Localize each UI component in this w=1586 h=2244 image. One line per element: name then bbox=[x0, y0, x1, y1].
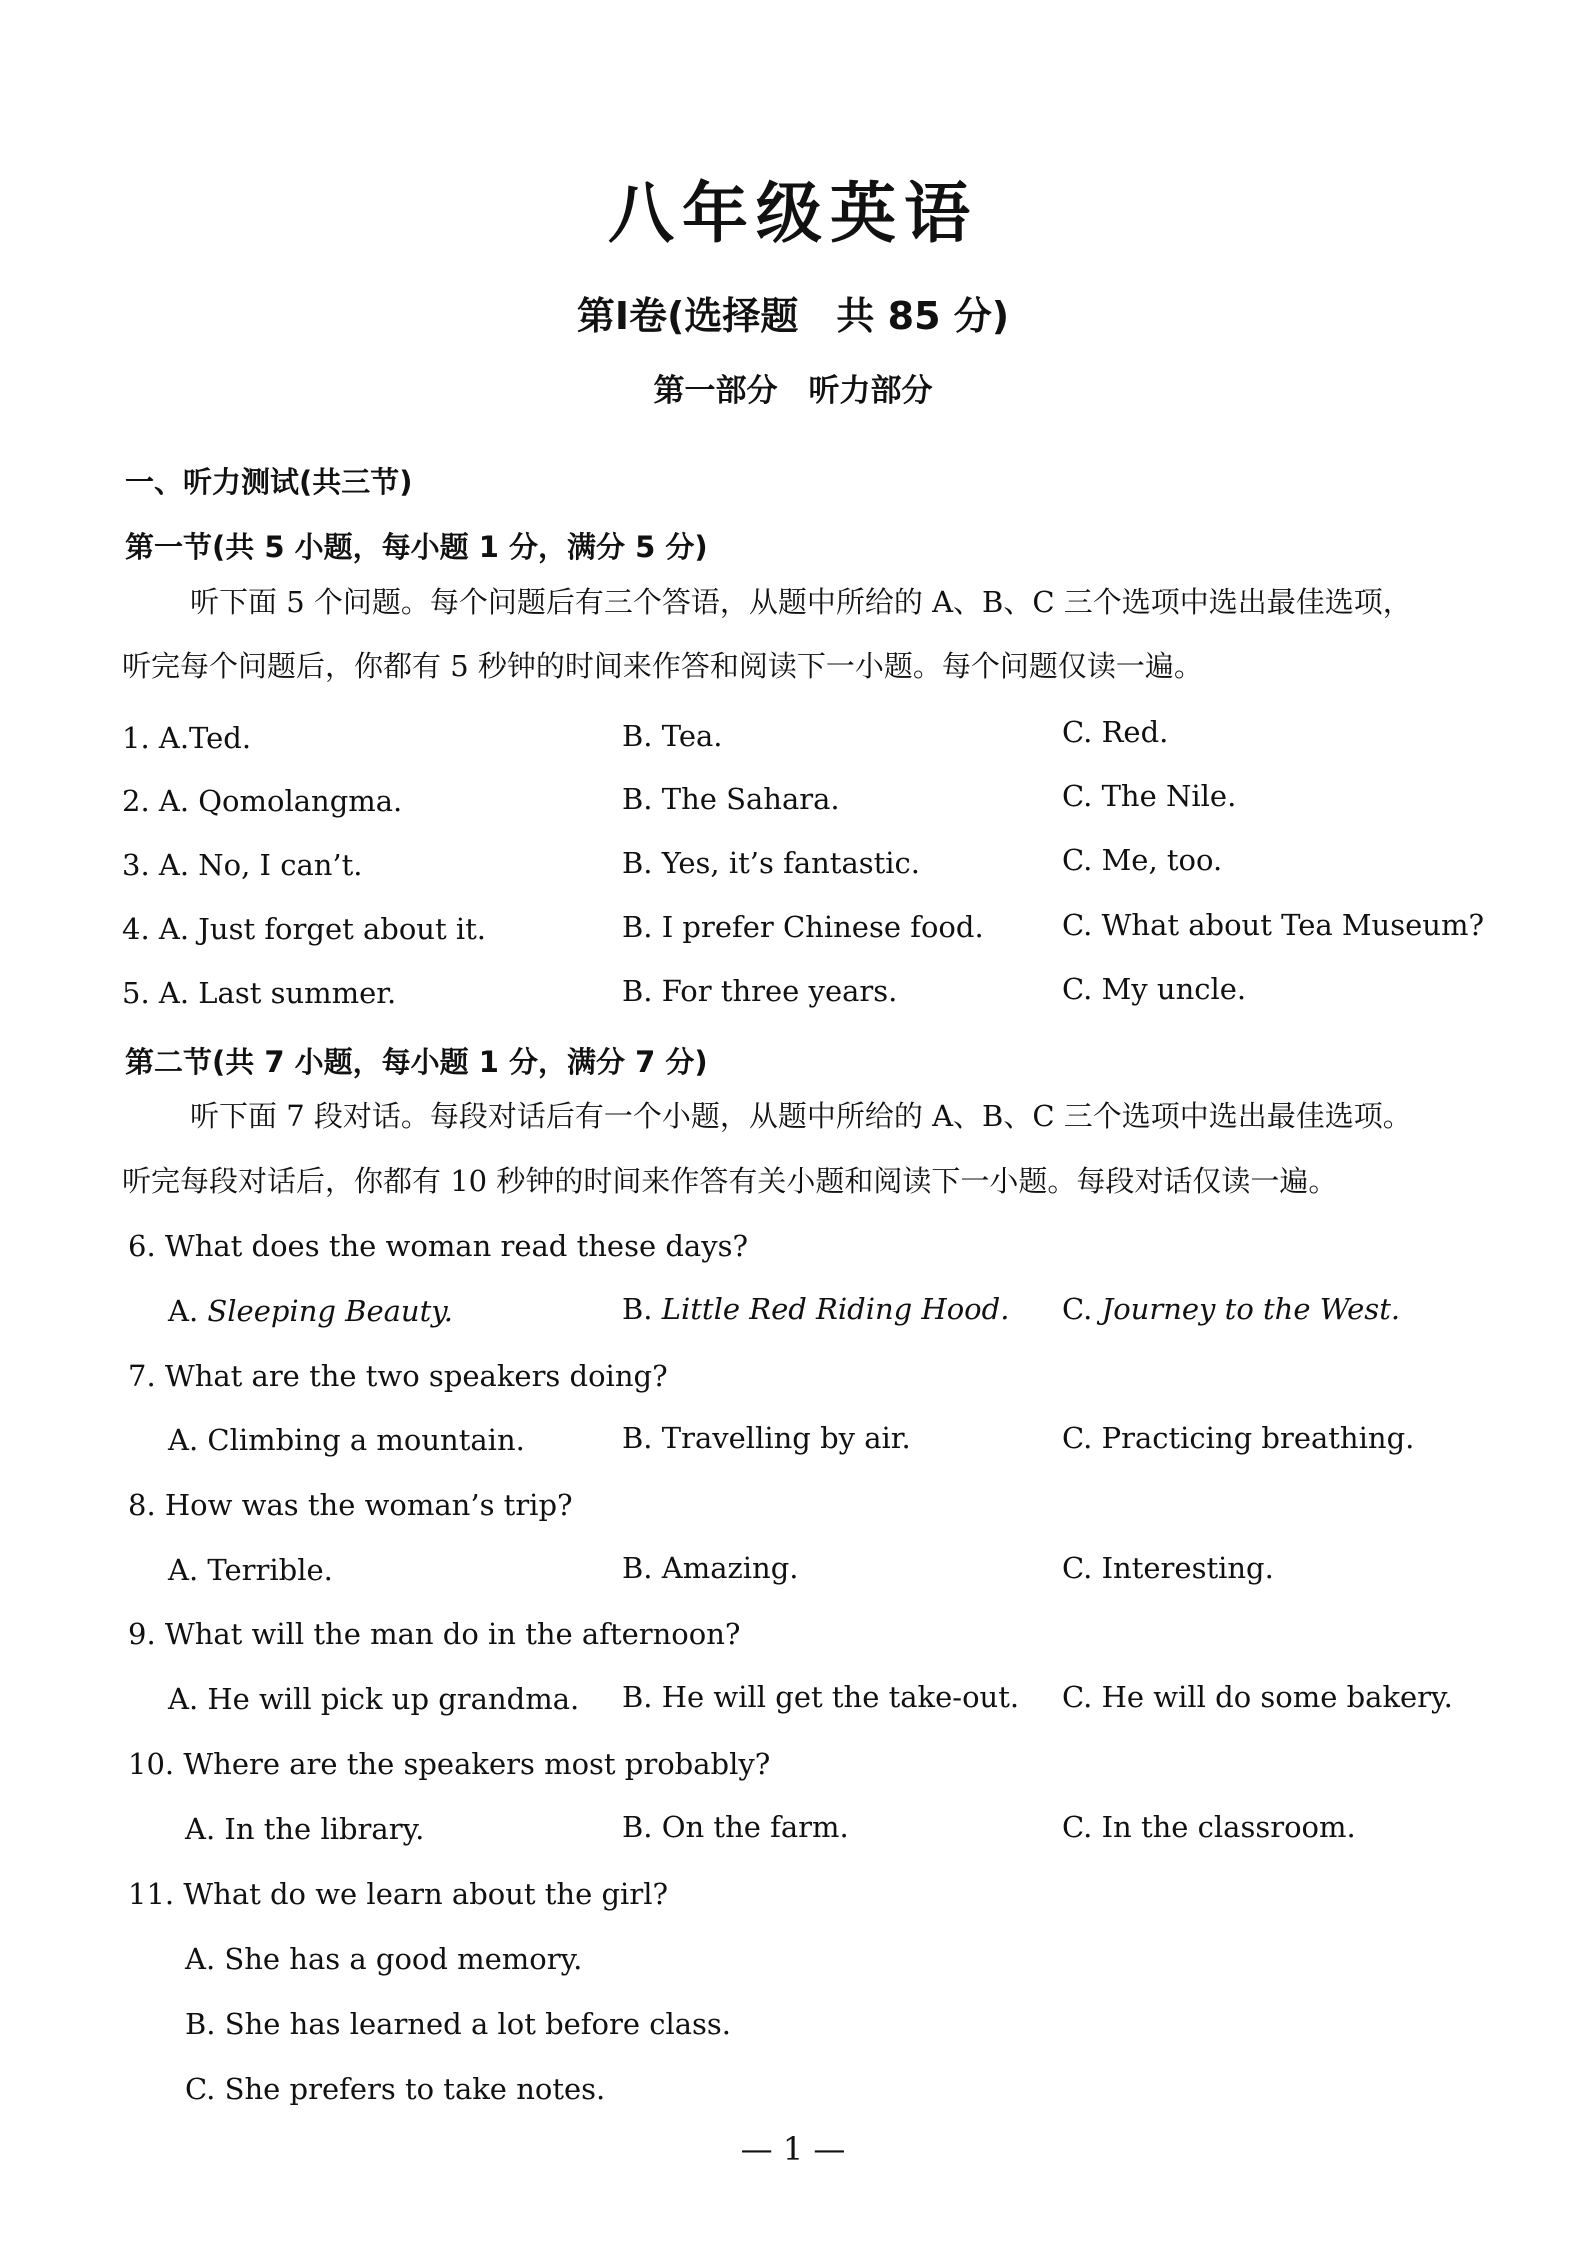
q9-option-c: C. He will do some bakery. bbox=[1062, 1680, 1453, 1714]
q3-option-c: C. Me, too. bbox=[1062, 843, 1223, 877]
q6-option-a bbox=[168, 1294, 453, 1328]
q4-option-b: B. I prefer Chinese food. bbox=[622, 910, 984, 944]
part-heading: 第一部分 听力部分 bbox=[653, 373, 933, 409]
q11-stem: 11. What do we learn about the girl? bbox=[128, 1877, 669, 1911]
q6-option-c-text: Journey to the West. bbox=[1101, 1292, 1401, 1326]
q2-option-a: 2. A. Qomolangma. bbox=[122, 784, 403, 818]
q11-option-a: A. She has a good memory. bbox=[185, 1942, 583, 1976]
q3-option-a: 3. A. No, I can’t. bbox=[122, 848, 363, 882]
section-heading: 一、听力测试(共三节) bbox=[125, 465, 413, 499]
q7-stem: 7. What are the two speakers doing? bbox=[128, 1359, 668, 1393]
q7-option-a: A. Climbing a mountain. bbox=[168, 1423, 525, 1457]
q7-option-b: B. Travelling by air. bbox=[622, 1421, 911, 1455]
q6-option-a-text: Sleeping Beauty. bbox=[207, 1294, 453, 1328]
q1-option-b: B. Tea. bbox=[622, 719, 723, 753]
page-number: — 1 — bbox=[740, 2130, 846, 2168]
q6-option-b-text: Little Red Riding Hood. bbox=[661, 1292, 1010, 1326]
q7-option-c: C. Practicing breathing. bbox=[1062, 1421, 1415, 1455]
q2-option-b: B. The Sahara. bbox=[622, 782, 840, 816]
q3-option-b: B. Yes, it’s fantastic. bbox=[622, 846, 921, 880]
section1-instruction-line2: 听完每个问题后，你都有 5 秒钟的时间来作答和阅读下一小题。每个问题仅读一遍。 bbox=[122, 649, 1203, 683]
section2-heading: 第二节(共 7 小题，每小题 1 分，满分 7 分) bbox=[125, 1045, 708, 1079]
q5-option-b: B. For three years. bbox=[622, 974, 898, 1008]
q9-option-a: A. He will pick up grandma. bbox=[168, 1682, 580, 1716]
q4-option-c: C. What about Tea Museum? bbox=[1062, 908, 1485, 942]
q5-option-a: 5. A. Last summer. bbox=[122, 976, 397, 1010]
volume-heading: 第Ⅰ卷(选择题 共 85 分) bbox=[576, 294, 1010, 338]
q8-stem: 8. How was the woman’s trip? bbox=[128, 1488, 573, 1522]
q9-option-b: B. He will get the take-out. bbox=[622, 1680, 1020, 1714]
q8-option-a: A. Terrible. bbox=[168, 1553, 333, 1587]
q1-option-a: 1. A.Ted. bbox=[122, 721, 252, 755]
q8-option-b: B. Amazing. bbox=[622, 1551, 799, 1585]
q2-option-c: C. The Nile. bbox=[1062, 779, 1237, 813]
q6-option-c bbox=[1062, 1292, 1401, 1326]
q6-stem: 6. What does the woman read these days? bbox=[128, 1229, 749, 1263]
q9-stem: 9. What will the man do in the afternoon? bbox=[128, 1617, 741, 1651]
q6-option-b-letter: B. bbox=[622, 1292, 662, 1326]
q4-option-a: 4. A. Just forget about it. bbox=[122, 912, 486, 946]
q10-option-c: C. In the classroom. bbox=[1062, 1810, 1356, 1844]
section1-heading: 第一节(共 5 小题，每小题 1 分，满分 5 分) bbox=[125, 530, 708, 564]
q10-option-b: B. On the farm. bbox=[622, 1810, 849, 1844]
section2-instruction-line1: 听下面 7 段对话。每段对话后有一个小题，从题中所给的 A、B、C 三个选项中选出最佳选项。 bbox=[190, 1099, 1412, 1133]
q5-option-c: C. My uncle. bbox=[1062, 972, 1247, 1006]
q1-option-c: C. Red. bbox=[1062, 715, 1169, 749]
q6-option-c-letter: C. bbox=[1062, 1292, 1102, 1326]
section1-instruction-line1: 听下面 5 个问题。每个问题后有三个答语，从题中所给的 A、B、C 三个选项中选出最佳选项， bbox=[190, 585, 1412, 619]
q8-option-c: C. Interesting. bbox=[1062, 1551, 1274, 1585]
q6-option-a-letter: A. bbox=[168, 1294, 208, 1328]
q10-option-a: A. In the library. bbox=[185, 1812, 425, 1846]
q6-option-b bbox=[622, 1292, 1010, 1326]
q10-stem: 10. Where are the speakers most probably? bbox=[128, 1747, 771, 1781]
section2-instruction-line2: 听完每段对话后，你都有 10 秒钟的时间来作答有关小题和阅读下一小题。每段对话仅读一遍。 bbox=[122, 1164, 1338, 1198]
q11-option-c: C. She prefers to take notes. bbox=[185, 2072, 606, 2106]
q11-option-b: B. She has learned a lot before class. bbox=[185, 2007, 732, 2041]
exam-title: 八年级英语 bbox=[608, 175, 978, 252]
